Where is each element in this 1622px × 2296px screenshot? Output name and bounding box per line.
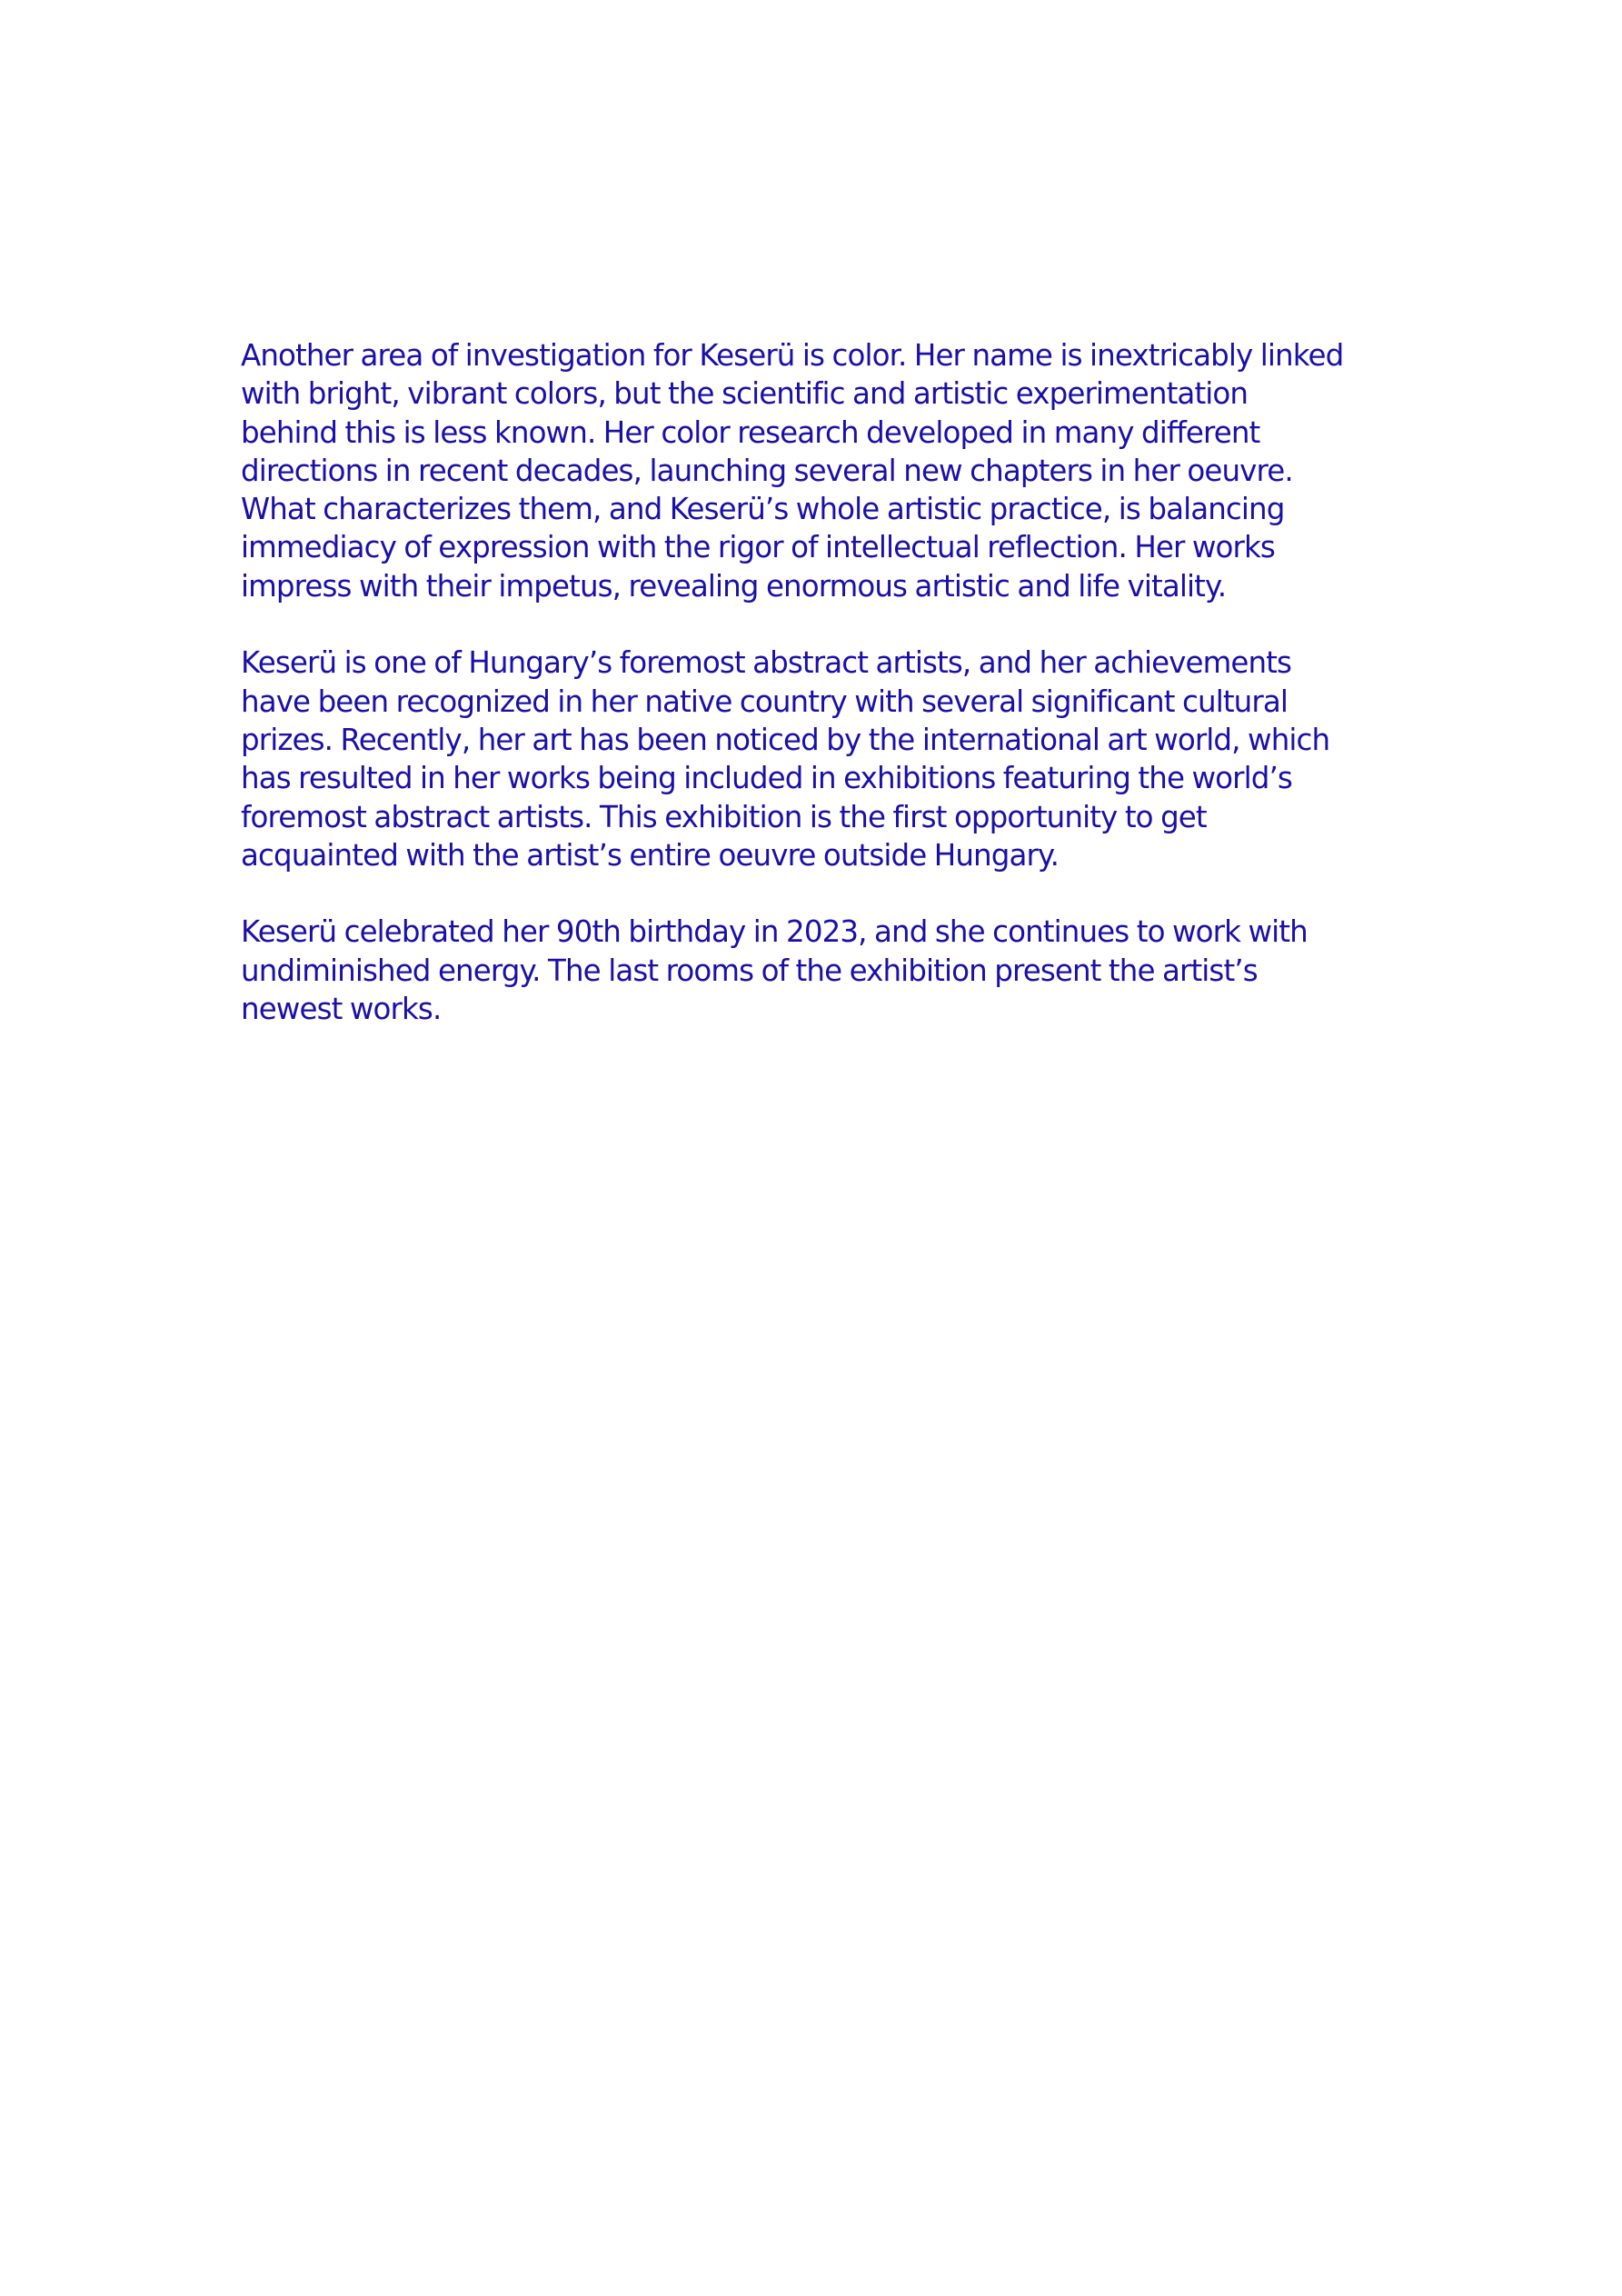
- paragraph-newest-works: Keserü celebrated her 90th birthday in 2023, and she continues to work with undiminished energy. The last rooms of the exhibition present the artist’s newest works.: [241, 914, 1308, 1027]
- paragraph-color-research: Another area of investigation for Keserü is color. Her name is inextricably linked with bright, vibrant colors, but the scientific and artistic experimentation behind this is less known. Her color research developed in many different directions in recent decades, launching several new chapters in her oeuvre. What characterizes them, and Keserü’s whole artistic practice, is balancing immediacy of expression with the rigor of intellectual reflection. Her works impress with their impetus, revealing enormous artistic and life vitality.: [241, 338, 1344, 604]
- paragraph-recognition: Keserü is one of Hungary’s foremost abstract artists, and her achievements have been recognized in her native country with several significant cultural prizes. Recently, her art has been noticed by the international art world, which has resulted in her works being included in exhibitions featuring the world’s foremost abstract artists. This exhibition is the first opportunity to get acquainted with the artist’s entire oeuvre outside Hungary.: [241, 645, 1330, 873]
- body-text: [241, 336, 1422, 1028]
